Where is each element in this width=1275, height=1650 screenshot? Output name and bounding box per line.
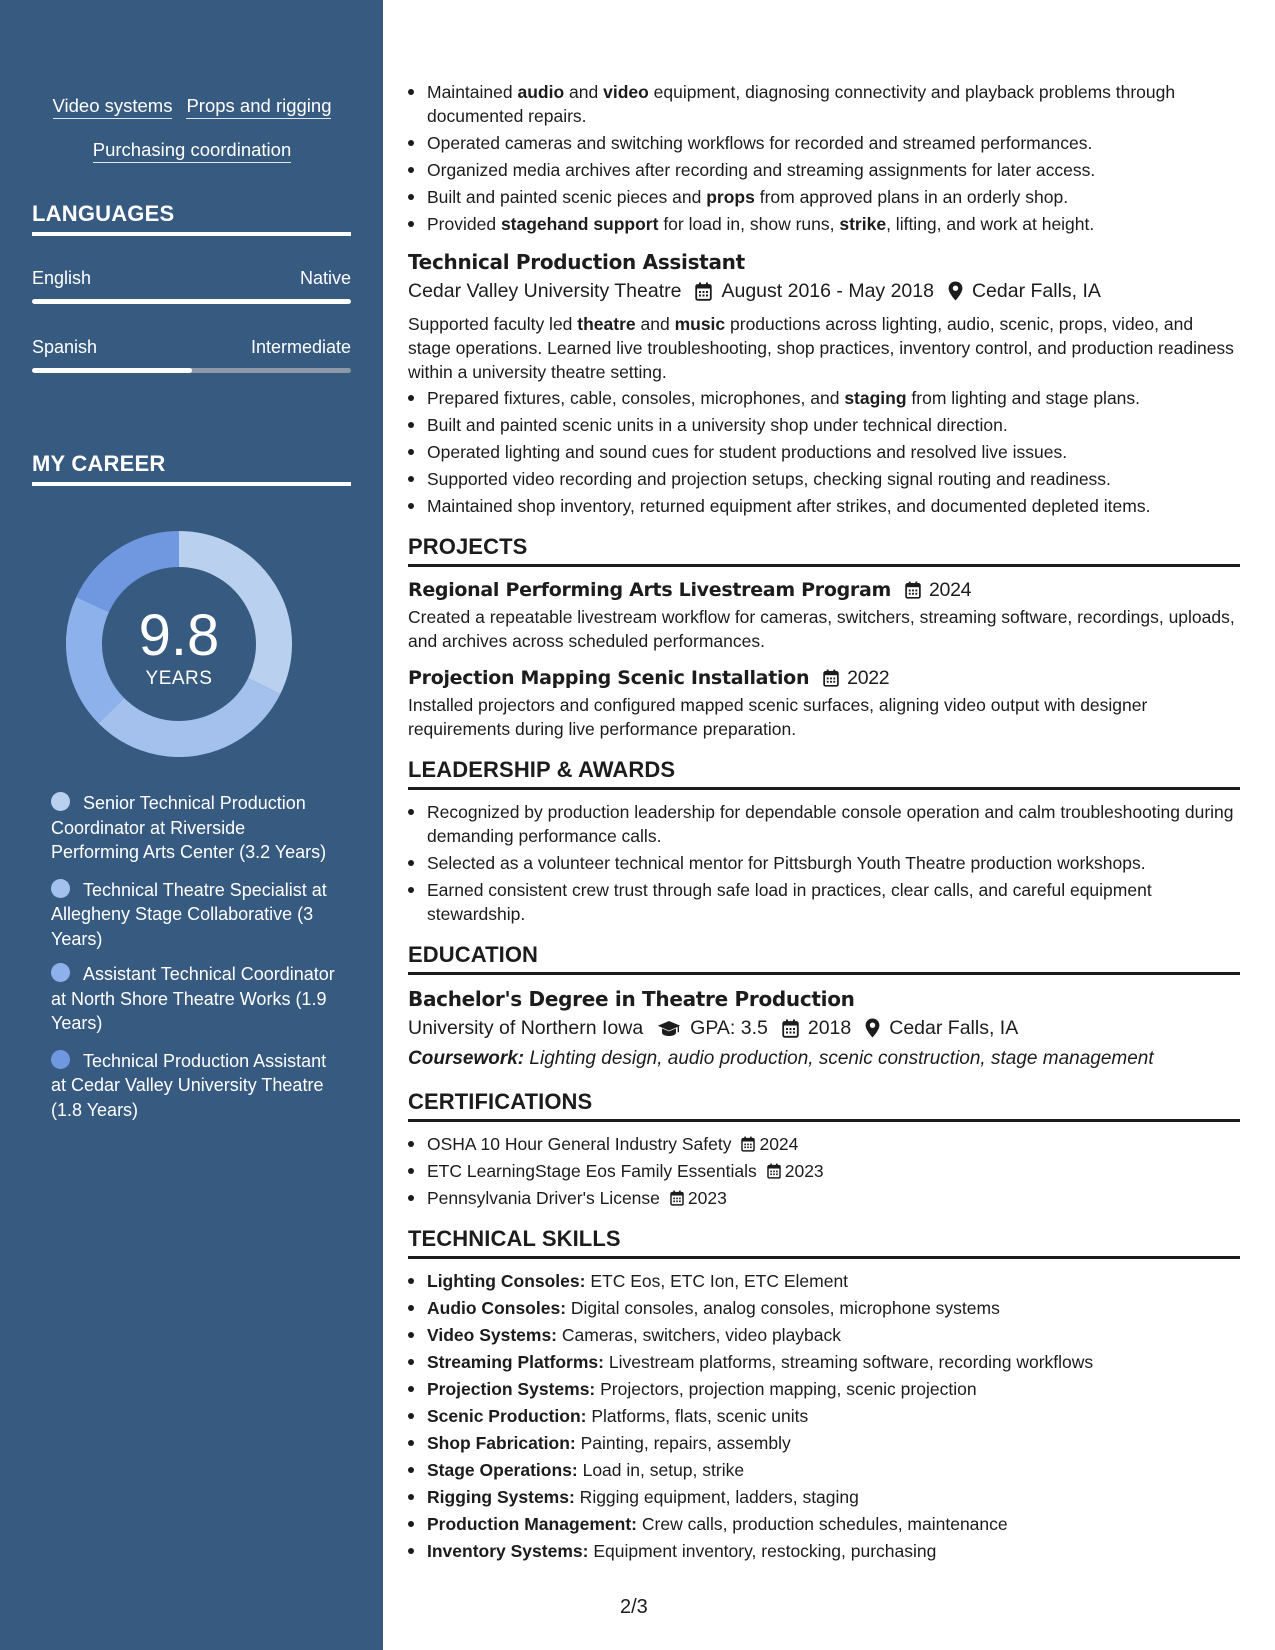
- job-meta: [408, 276, 1240, 306]
- award-item: Recognized by production leadership for dependable console operation and calm troubleshooting during demanding performance calls.: [408, 800, 1240, 848]
- language-bar-fill: [32, 368, 192, 373]
- job-dates: August 2016 - May 2018: [721, 280, 934, 302]
- career-item: [51, 1049, 336, 1123]
- language-bar: [32, 368, 351, 373]
- calendar-icon: [741, 1136, 755, 1152]
- certification-year: 2023: [687, 1188, 727, 1208]
- skill-label: Scenic Production:: [427, 1406, 587, 1426]
- skill-item: [408, 1485, 1240, 1509]
- skill-item: [408, 1431, 1240, 1455]
- certification-year: 2024: [759, 1134, 799, 1154]
- skill-value: Painting, repairs, assembly: [575, 1433, 791, 1453]
- language-name: English: [32, 268, 92, 288]
- skill-tag: Video systems: [53, 95, 173, 119]
- language-row: [32, 337, 351, 358]
- skill-item: [408, 1377, 1240, 1401]
- education-meta: [408, 1013, 1240, 1043]
- job-bullet: Prepared fixtures, cable, consoles, microphones, and staging from lighting and stage plans.: [408, 386, 1240, 410]
- language-bar-fill: [32, 299, 351, 304]
- skill-item: [408, 1404, 1240, 1428]
- skill-label: Streaming Platforms:: [427, 1352, 604, 1372]
- experience-bullet: Maintained audio and video equipment, diagnosing connectivity and playback problems through documented repairs.: [408, 80, 1240, 128]
- skill-value: Crew calls, production schedules, maintenance: [637, 1514, 1008, 1534]
- career-item: [51, 791, 336, 865]
- calendar-icon: [905, 581, 921, 599]
- skill-item: [408, 1539, 1240, 1563]
- graduation-year: 2018: [807, 1017, 852, 1039]
- career-item-text: Assistant Technical Coordinator at North Shore Theatre Works (1.9 Years): [51, 964, 335, 1033]
- skills-heading: TECHNICAL SKILLS: [408, 1225, 1240, 1259]
- project-description: Installed projectors and configured mapped scenic surfaces, aligning video output with designer requirements during live performance preparation.: [408, 695, 1148, 739]
- career-years-unit: YEARS: [145, 668, 213, 689]
- job-location: Cedar Falls, IA: [971, 280, 1101, 302]
- career-heading: MY CAREER: [32, 451, 351, 486]
- skill-label: Production Management:: [427, 1514, 638, 1534]
- coursework-label: Coursework:: [408, 1048, 525, 1069]
- skill-label: Projection Systems:: [427, 1379, 596, 1399]
- legend-dot: [51, 879, 70, 898]
- skill-item: [408, 1350, 1240, 1374]
- skill-label: Video Systems:: [427, 1325, 558, 1345]
- skill-item: [408, 1296, 1240, 1320]
- language-level: Native: [299, 268, 351, 288]
- certification-year: 2023: [784, 1161, 824, 1181]
- skill-value: Platforms, flats, scenic units: [586, 1406, 809, 1426]
- language-name: Spanish: [32, 337, 98, 357]
- skill-value: Equipment inventory, restocking, purchasing: [588, 1541, 937, 1561]
- career-total: [66, 531, 292, 757]
- skill-item: [408, 1269, 1240, 1293]
- project-title: [408, 577, 1240, 603]
- career-item-text: Technical Theatre Specialist at Allegheny Stage Collaborative (3 Years): [51, 879, 327, 949]
- calendar-icon: [695, 282, 712, 301]
- career-list: [51, 791, 336, 1135]
- project-title: [408, 665, 1240, 691]
- sidebar: [0, 0, 383, 1650]
- legend-dot: [51, 792, 70, 811]
- certifications-heading: CERTIFICATIONS: [408, 1088, 1240, 1122]
- skill-value: Projectors, projection mapping, scenic projection: [595, 1379, 977, 1399]
- certification-item: [408, 1186, 1240, 1210]
- award-item: Earned consistent crew trust through safe load in practices, clear calls, and careful equipment stewardship.: [408, 878, 1240, 926]
- degree-title: Bachelor's Degree in Theatre Production: [408, 987, 855, 1011]
- skill-tag: Purchasing coordination: [93, 139, 292, 163]
- career-item: [51, 962, 336, 1036]
- languages-heading: LANGUAGES: [32, 201, 351, 236]
- gpa: GPA: 3.5: [690, 1017, 768, 1039]
- language-level: Intermediate: [250, 337, 351, 357]
- page-number: 2/3: [620, 1596, 648, 1618]
- projects-heading: PROJECTS: [408, 533, 1240, 567]
- skill-item: [408, 1323, 1240, 1347]
- job-bullet: Built and painted scenic units in a university shop under technical direction.: [408, 413, 1240, 437]
- job-bullet: Maintained shop inventory, returned equipment after strikes, and documented depleted items.: [408, 494, 1240, 518]
- experience-bullet: Provided stagehand support for load in, show runs, strike, lifting, and work at height.: [408, 212, 1240, 236]
- education-location: Cedar Falls, IA: [889, 1017, 1019, 1039]
- project-name: Projection Mapping Scenic Installation: [408, 667, 810, 689]
- award-item: Selected as a volunteer technical mentor for Pittsburgh Youth Theatre production workshops.: [408, 851, 1240, 875]
- career-item: [51, 878, 336, 952]
- job-title: Technical Production Assistant: [408, 250, 745, 274]
- certification-item: [408, 1132, 1240, 1156]
- skill-value: Cameras, switchers, video playback: [557, 1325, 842, 1345]
- project-year: 2024: [928, 579, 972, 601]
- job-summary: Supported faculty led theatre and music productions across lighting, audio, scenic, props, video, and stage operations. Learned live troubleshooting, shop practices, inventory control, and production readiness within a university theatre setting.: [408, 314, 1234, 382]
- project-name: Regional Performing Arts Livestream Program: [408, 579, 891, 601]
- graduation-cap-icon: [657, 1020, 681, 1037]
- experience-bullet: Operated cameras and switching workflows for recorded and streamed performances.: [408, 131, 1240, 155]
- skill-label: Audio Consoles:: [427, 1298, 567, 1318]
- legend-dot: [51, 963, 70, 982]
- career-years-number: 9.8: [138, 603, 220, 668]
- skill-label: Stage Operations:: [427, 1460, 578, 1480]
- skill-value: Rigging equipment, ladders, staging: [574, 1487, 859, 1507]
- skill-tag: Props and rigging: [186, 95, 331, 119]
- leadership-heading: LEADERSHIP & AWARDS: [408, 756, 1240, 790]
- skills-list: [408, 1269, 1240, 1563]
- legend-dot: [51, 1050, 70, 1069]
- experience-bullet: Built and painted scenic pieces and props from approved plans in an orderly shop.: [408, 185, 1240, 209]
- skill-label: Inventory Systems:: [427, 1541, 589, 1561]
- language-row: [32, 268, 351, 289]
- project-description: Created a repeatable livestream workflow for cameras, switchers, streaming software, recordings, uploads, and archives across scheduled performances.: [408, 607, 1235, 651]
- certification-name: ETC LearningStage Eos Family Essentials: [427, 1161, 757, 1181]
- job-bullet: Supported video recording and projection setups, checking signal routing and readiness.: [408, 467, 1240, 491]
- coursework-text: Lighting design, audio production, scenic construction, stage management: [529, 1048, 1154, 1069]
- main-content: [408, 80, 1240, 1566]
- language-bar: [32, 299, 351, 304]
- skill-item: [408, 1458, 1240, 1482]
- projects-list: [408, 577, 1240, 741]
- project-year: 2022: [847, 667, 890, 689]
- skill-item: [408, 1512, 1240, 1536]
- coursework: [408, 1045, 1240, 1073]
- calendar-icon: [670, 1190, 684, 1206]
- career-item-text: Technical Production Assistant at Cedar Valley University Theatre (1.8 Years): [51, 1050, 327, 1120]
- skill-label: Lighting Consoles:: [427, 1271, 586, 1291]
- skill-label: Rigging Systems:: [427, 1487, 575, 1507]
- experience-bullet: Organized media archives after recording and streaming assignments for later access.: [408, 158, 1240, 182]
- skill-tags: [22, 86, 362, 174]
- certification-name: Pennsylvania Driver's License: [427, 1188, 660, 1208]
- calendar-icon: [782, 1019, 799, 1038]
- school-name: University of Northern Iowa: [408, 1017, 644, 1039]
- map-pin-icon: [948, 281, 963, 301]
- calendar-icon: [767, 1163, 781, 1179]
- experience-bullets: [408, 80, 1240, 236]
- job-bullet: Operated lighting and sound cues for student productions and resolved live issues.: [408, 440, 1240, 464]
- skill-value: Load in, setup, strike: [577, 1460, 745, 1480]
- skill-value: ETC Eos, ETC Ion, ETC Element: [585, 1271, 849, 1291]
- calendar-icon: [823, 669, 839, 687]
- leadership-list: [408, 800, 1240, 926]
- career-item-text: Senior Technical Production Coordinator at Riverside Performing Arts Center (3.2 Years): [51, 793, 327, 862]
- certification-item: [408, 1159, 1240, 1183]
- skill-label: Shop Fabrication:: [427, 1433, 576, 1453]
- map-pin-icon: [865, 1018, 880, 1038]
- certification-name: OSHA 10 Hour General Industry Safety: [427, 1134, 732, 1154]
- job-bullets: [408, 386, 1240, 518]
- skill-value: Digital consoles, analog consoles, microphone systems: [566, 1298, 1000, 1318]
- job-company: Cedar Valley University Theatre: [408, 280, 682, 302]
- certifications-list: [408, 1132, 1240, 1210]
- skill-value: Livestream platforms, streaming software, recording workflows: [603, 1352, 1094, 1372]
- education-heading: EDUCATION: [408, 941, 1240, 975]
